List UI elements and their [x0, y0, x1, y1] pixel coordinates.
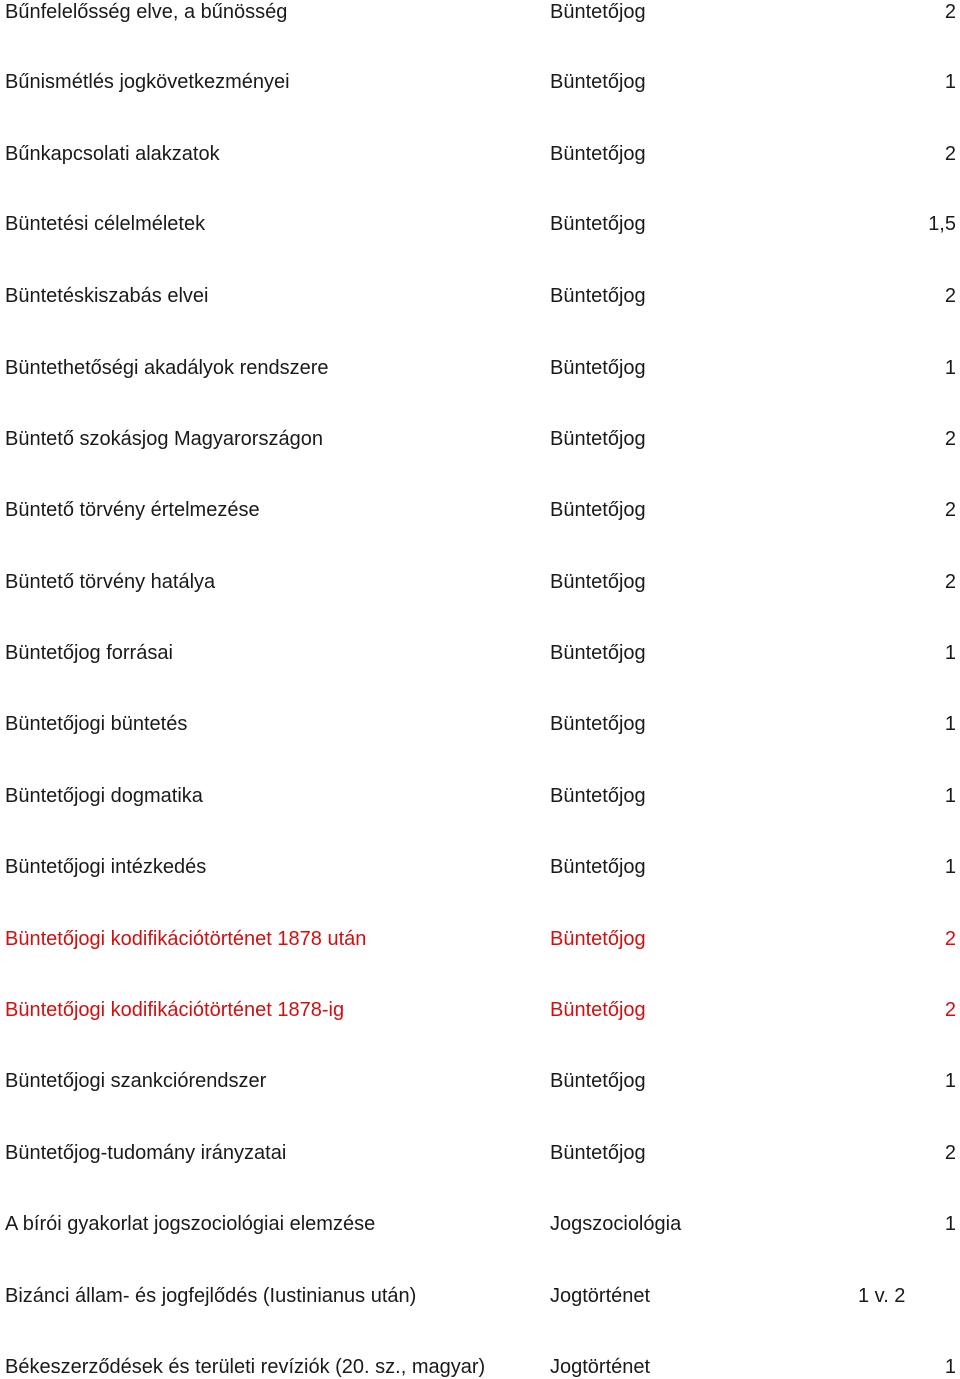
- list-item: [0, 1141, 960, 1165]
- topic-weight: 2: [944, 285, 956, 307]
- list-item: [0, 142, 960, 166]
- topic-weight: 1 v. 2: [858, 1285, 906, 1307]
- topic-subject: Büntetőjog: [550, 428, 646, 450]
- topic-subject: Büntetőjog: [550, 285, 646, 307]
- list-item: [0, 784, 960, 808]
- topic-title: Büntetéskiszabás elvei: [5, 285, 209, 307]
- list-item: [0, 1355, 960, 1379]
- list-item: [0, 284, 960, 308]
- topic-weight: 2: [944, 143, 956, 165]
- list-item: [0, 356, 960, 380]
- topic-subject: Büntetőjog: [550, 571, 646, 593]
- topic-subject: Büntetőjog: [550, 856, 646, 878]
- topic-weight: 1: [944, 1070, 956, 1092]
- topic-weight: 1: [944, 71, 956, 93]
- topic-subject: Büntetőjog: [550, 928, 646, 950]
- topic-subject: Büntetőjog: [550, 499, 646, 521]
- topic-weight: 2: [944, 999, 956, 1021]
- topic-subject: Jogtörténet: [550, 1356, 651, 1378]
- list-item: [0, 498, 960, 522]
- topic-subject: Büntetőjog: [550, 357, 646, 379]
- list-item: [0, 570, 960, 594]
- topic-subject: Büntetőjog: [550, 713, 646, 735]
- topic-title: Büntető szokásjog Magyarországon: [5, 428, 323, 450]
- topic-title: Büntetőjogi szankciórendszer: [5, 1070, 267, 1092]
- list-item: [0, 70, 960, 94]
- topic-title: Bizánci állam- és jogfejlődés (Iustinianus után): [5, 1285, 417, 1307]
- topic-weight: 2: [944, 571, 956, 593]
- topic-title: Büntetőjogi kodifikációtörténet 1878-ig: [5, 999, 345, 1021]
- topic-title: Büntetőjog-tudomány irányzatai: [5, 1142, 287, 1164]
- list-item: [0, 1212, 960, 1236]
- list-item: [0, 427, 960, 451]
- topic-title: Bűnismétlés jogkövetkezményei: [5, 71, 290, 93]
- topic-title: Büntetési célelméletek: [5, 213, 206, 235]
- list-item: [0, 712, 960, 736]
- topic-subject: Büntetőjog: [550, 1070, 646, 1092]
- topic-subject: Büntetőjog: [550, 71, 646, 93]
- topic-title: Bűnkapcsolati alakzatok: [5, 143, 220, 165]
- list-item: [0, 0, 960, 24]
- topic-title: Büntetőjogi kodifikációtörténet 1878 után: [5, 928, 367, 950]
- topic-subject: Büntetőjog: [550, 1, 646, 23]
- topic-subject: Büntetőjog: [550, 1142, 646, 1164]
- list-item: [0, 1284, 960, 1308]
- list-item: [0, 1069, 960, 1093]
- topic-title: Büntetőjogi büntetés: [5, 713, 188, 735]
- topic-title: Büntetőjogi intézkedés: [5, 856, 207, 878]
- topic-weight: 2: [944, 1142, 956, 1164]
- topic-weight: 1: [944, 785, 956, 807]
- topic-title: Büntetőjogi dogmatika: [5, 785, 203, 807]
- topic-weight: 2: [944, 1, 956, 23]
- topic-weight: 1: [944, 1213, 956, 1235]
- topic-weight: 1: [944, 357, 956, 379]
- topic-title: Bűnfelelősség elve, a bűnösség: [5, 1, 288, 23]
- topic-title: Békeszerződések és területi revíziók (20. sz., magyar): [5, 1356, 486, 1378]
- topic-title: Büntetőjog forrásai: [5, 642, 173, 664]
- topic-subject: Jogszociológia: [550, 1213, 682, 1235]
- topic-weight: 1,5: [928, 213, 956, 235]
- topic-weight: 2: [944, 928, 956, 950]
- topic-title: A bírói gyakorlat jogszociológiai elemzése: [5, 1213, 376, 1235]
- topic-title: Büntető törvény értelmezése: [5, 499, 260, 521]
- list-item: [0, 855, 960, 879]
- topic-subject: Büntetőjog: [550, 143, 646, 165]
- list-item: [0, 212, 960, 236]
- topic-weight: 2: [944, 499, 956, 521]
- topic-subject: Büntetőjog: [550, 213, 646, 235]
- topic-subject: Büntetőjog: [550, 642, 646, 664]
- topic-title: Büntethetőségi akadályok rendszere: [5, 357, 329, 379]
- list-item: [0, 641, 960, 665]
- list-item: [0, 927, 960, 951]
- topic-subject: Büntetőjog: [550, 785, 646, 807]
- topic-weight: 1: [944, 1356, 956, 1378]
- topic-title: Büntető törvény hatálya: [5, 571, 216, 593]
- topic-weight: 1: [944, 856, 956, 878]
- topic-subject: Jogtörténet: [550, 1285, 651, 1307]
- topic-weight: 2: [944, 428, 956, 450]
- topic-subject: Büntetőjog: [550, 999, 646, 1021]
- topic-weight: 1: [944, 713, 956, 735]
- list-item: [0, 998, 960, 1022]
- topic-weight: 1: [944, 642, 956, 664]
